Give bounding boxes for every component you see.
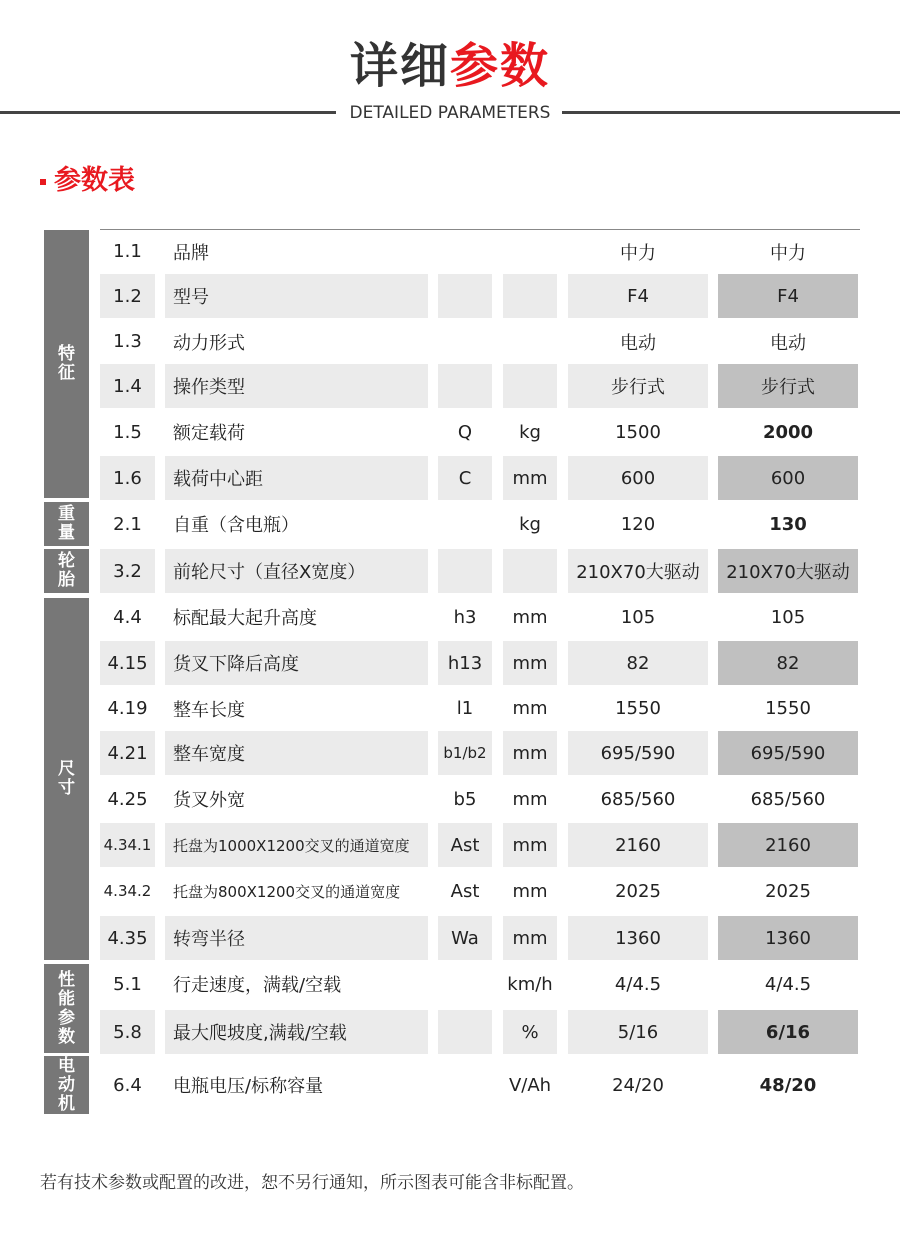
cell-v2: 1550 bbox=[765, 698, 811, 719]
cell-name: 品牌 bbox=[173, 242, 209, 264]
category-label bbox=[44, 230, 89, 498]
footer-note: 若有技术参数或配置的改进，恕不另行通知，所示图表可能含非标配置。 bbox=[40, 1173, 584, 1193]
category-label bbox=[44, 598, 89, 960]
cell-v2: 中力 bbox=[770, 242, 806, 264]
cell-v1: 600 bbox=[568, 456, 708, 500]
cell-v1: F4 bbox=[568, 274, 708, 318]
cell-unit: kg bbox=[519, 421, 541, 443]
cell-v1: 4/4.5 bbox=[614, 973, 662, 995]
cell-sym bbox=[438, 320, 492, 363]
cell-unit bbox=[503, 364, 557, 408]
section-heading bbox=[40, 158, 135, 197]
cell-sym bbox=[438, 1010, 492, 1054]
cell-name: 行走速度，满载/空载 bbox=[173, 975, 342, 996]
cell-v1: 1550 bbox=[615, 698, 661, 719]
cell-v1: 5/16 bbox=[568, 1010, 708, 1054]
cell-unit bbox=[503, 230, 557, 273]
category-label bbox=[44, 1056, 89, 1114]
cell-v1: 步行式 bbox=[568, 364, 708, 408]
bullet-square-icon bbox=[40, 179, 46, 185]
cell-sym: C bbox=[438, 456, 492, 500]
category-label bbox=[44, 549, 89, 593]
cell-sym bbox=[438, 364, 492, 408]
category-text: 电动机 bbox=[58, 1055, 75, 1114]
cell-num: 1.4 bbox=[100, 364, 155, 408]
page-subtitle: DETAILED PARAMETERS bbox=[349, 103, 551, 123]
cell-v1: 1500 bbox=[615, 421, 661, 443]
cell-v1: 120 bbox=[620, 513, 656, 535]
cell-sym bbox=[438, 1056, 492, 1114]
cell-name: 最大爬坡度,满载/空载 bbox=[165, 1010, 428, 1054]
cell-name: 整车宽度 bbox=[165, 731, 428, 775]
cell-num: 4.4 bbox=[113, 606, 142, 628]
cell-sym: Ast bbox=[438, 823, 492, 867]
cell-v2: 600 bbox=[718, 456, 858, 500]
cell-num: 1.2 bbox=[100, 274, 155, 318]
cell-unit: mm bbox=[512, 606, 548, 628]
cell-v1: 82 bbox=[568, 641, 708, 685]
cell-name: 前轮尺寸（直径X宽度） bbox=[165, 549, 428, 593]
cell-sym bbox=[438, 549, 492, 593]
cell-name: 托盘为1000X1200交叉的通道宽度 bbox=[165, 823, 428, 867]
cell-num: 4.21 bbox=[100, 731, 155, 775]
cell-v2: 2160 bbox=[718, 823, 858, 867]
cell-unit bbox=[503, 274, 557, 318]
title-dark-part: 详细 bbox=[349, 38, 450, 94]
category-text: 轮胎 bbox=[58, 551, 75, 590]
cell-num: 2.1 bbox=[113, 513, 142, 535]
cell-num: 6.4 bbox=[113, 1074, 142, 1096]
cell-unit: mm bbox=[503, 641, 557, 685]
cell-v1: 695/590 bbox=[568, 731, 708, 775]
cell-name: 托盘为800X1200交叉的通道宽度 bbox=[173, 882, 401, 901]
category-text: 特征 bbox=[58, 344, 75, 383]
cell-v1: 210X70大驱动 bbox=[568, 549, 708, 593]
cell-v2: 210X70大驱动 bbox=[718, 549, 858, 593]
cell-v2: 48/20 bbox=[759, 1074, 817, 1096]
title-divider-right bbox=[562, 111, 900, 114]
cell-unit: mm bbox=[503, 731, 557, 775]
cell-sym: Ast bbox=[450, 880, 480, 902]
title-red-part: 参数 bbox=[450, 38, 551, 94]
cell-num: 5.1 bbox=[113, 973, 142, 995]
cell-name: 自重（含电瓶） bbox=[173, 515, 299, 536]
cell-unit: mm bbox=[512, 880, 548, 902]
cell-unit: mm bbox=[503, 456, 557, 500]
section-title: 参数表 bbox=[54, 165, 135, 196]
cell-v1: 2025 bbox=[615, 880, 661, 902]
cell-name: 动力形式 bbox=[173, 332, 245, 354]
cell-name: 整车长度 bbox=[173, 699, 245, 721]
cell-num: 4.19 bbox=[107, 698, 148, 719]
cell-sym: h13 bbox=[438, 641, 492, 685]
page-title bbox=[0, 36, 900, 96]
cell-v2: 105 bbox=[770, 606, 806, 628]
cell-num: 1.6 bbox=[100, 456, 155, 500]
cell-unit: kg bbox=[519, 513, 541, 535]
cell-sym bbox=[438, 962, 492, 1006]
cell-v2: 步行式 bbox=[718, 364, 858, 408]
cell-name: 电瓶电压/标称容量 bbox=[173, 1076, 324, 1097]
cell-sym: b5 bbox=[453, 788, 477, 810]
cell-v2: 685/560 bbox=[750, 788, 826, 810]
cell-unit: V/Ah bbox=[508, 1074, 552, 1096]
cell-sym bbox=[438, 274, 492, 318]
cell-num: 4.34.2 bbox=[103, 882, 152, 900]
cell-unit: % bbox=[503, 1010, 557, 1054]
cell-num: 4.35 bbox=[100, 916, 155, 960]
cell-num: 4.25 bbox=[107, 788, 148, 810]
cell-num: 1.3 bbox=[113, 331, 142, 352]
cell-v1: 电动 bbox=[620, 332, 656, 354]
cell-unit: km/h bbox=[507, 973, 553, 995]
cell-v2: 电动 bbox=[770, 332, 806, 354]
cell-sym bbox=[438, 502, 492, 546]
cell-v1: 685/560 bbox=[600, 788, 676, 810]
cell-v2: 695/590 bbox=[718, 731, 858, 775]
cell-v1: 2160 bbox=[568, 823, 708, 867]
cell-sym: h3 bbox=[453, 606, 477, 628]
cell-unit: mm bbox=[503, 823, 557, 867]
category-text: 重量 bbox=[58, 504, 75, 543]
cell-sym: Q bbox=[457, 421, 473, 443]
cell-num: 1.1 bbox=[113, 241, 142, 262]
cell-name: 标配最大起升高度 bbox=[173, 608, 317, 629]
cell-unit bbox=[503, 549, 557, 593]
cell-name: 货叉下降后高度 bbox=[165, 641, 428, 685]
cell-unit: mm bbox=[503, 916, 557, 960]
cell-unit: mm bbox=[512, 698, 548, 719]
cell-num: 4.34.1 bbox=[100, 823, 155, 867]
cell-unit: mm bbox=[512, 788, 548, 810]
cell-v2: 1360 bbox=[718, 916, 858, 960]
cell-num: 5.8 bbox=[100, 1010, 155, 1054]
cell-name: 额定载荷 bbox=[173, 423, 245, 444]
cell-num: 4.15 bbox=[100, 641, 155, 685]
cell-v2: 2000 bbox=[762, 421, 814, 443]
cell-v1: 中力 bbox=[620, 242, 656, 264]
cell-name: 型号 bbox=[165, 274, 428, 318]
category-text: 尺寸 bbox=[58, 759, 75, 798]
cell-sym: b1/b2 bbox=[438, 731, 492, 775]
cell-num: 3.2 bbox=[100, 549, 155, 593]
cell-sym: l1 bbox=[456, 698, 474, 719]
cell-v2: 130 bbox=[769, 513, 807, 535]
cell-sym: Wa bbox=[438, 916, 492, 960]
cell-name: 操作类型 bbox=[165, 364, 428, 408]
category-label bbox=[44, 964, 89, 1053]
cell-num: 1.5 bbox=[113, 421, 142, 443]
cell-name: 货叉外宽 bbox=[173, 790, 245, 811]
cell-sym bbox=[438, 230, 492, 273]
cell-v2: 82 bbox=[718, 641, 858, 685]
cell-v1: 105 bbox=[620, 606, 656, 628]
category-text: 性能参数 bbox=[58, 969, 75, 1047]
category-label bbox=[44, 502, 89, 546]
cell-unit bbox=[503, 320, 557, 363]
cell-v2: F4 bbox=[718, 274, 858, 318]
cell-v2: 6/16 bbox=[718, 1010, 858, 1054]
cell-name: 转弯半径 bbox=[165, 916, 428, 960]
cell-name: 载荷中心距 bbox=[165, 456, 428, 500]
cell-v1: 1360 bbox=[568, 916, 708, 960]
cell-v1: 24/20 bbox=[612, 1074, 664, 1096]
cell-v2: 4/4.5 bbox=[764, 973, 812, 995]
cell-v2: 2025 bbox=[765, 880, 811, 902]
